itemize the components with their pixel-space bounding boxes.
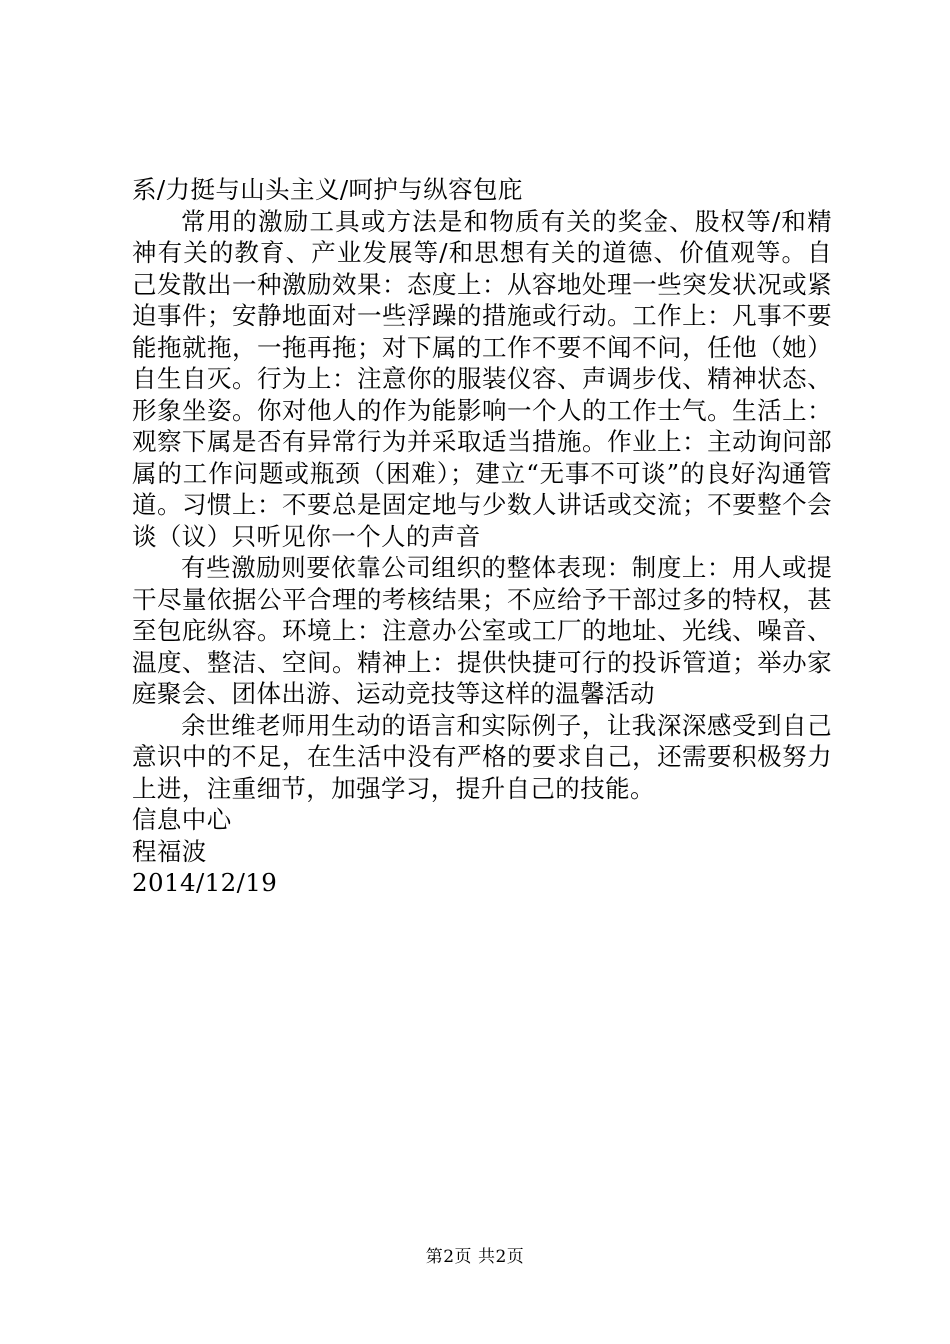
document-body [132,174,832,899]
paragraph-organization-incentives: 有些激励则要依靠公司组织的整体表现：制度上：用人或提干尽量依据公平合理的考核结果；不应给予干部过多的特权，甚至包庇纵容。环境上：注意办公室或工厂的地址、光线、噪音、温度、整洁、空间。精神上：提供快捷可行的投诉管道；举办家庭聚会、团体出游、运动竞技等这样的温馨活动 [132,553,832,708]
paragraph-reflection: 余世维老师用生动的语言和实际例子，让我深深感受到自己意识中的不足，在生活中没有严格的要求自己，还需要积极努力上进，注重细节，加强学习，提升自己的技能。 [132,710,832,803]
signature-department: 信息中心 [132,805,232,834]
paragraph-incentive-tools: 常用的激励工具或方法是和物质有关的奖金、股权等/和精神有关的教育、产业发展等/和思想有关的道德、价值观等。自己发散出一种激励效果：态度上：从容地处理一些突发状况或紧迫事件；安静地面对一些浮躁的措施或行动。工作上：凡事不要能拖就拖，一拖再拖；对下属的工作不要不闻不问，任他（她）自生自灭。行为上：注意你的服装仪容、声调步伐、精神状态、形象坐姿。你对他人的作为能影响一个人的工作士气。生活上：观察下属是否有异常行为并采取适当措施。作业上：主动询问部属的工作问题或瓶颈（困难）；建立“无事不可谈”的良好沟通管道。习惯上：不要总是固定地与少数人讲话或交流；不要整个会谈（议）只听见你一个人的声音 [132,206,832,551]
signature-name: 程福波 [132,836,207,866]
page-number-footer: 第2页 共2页 [425,1247,525,1267]
signature-date: 2014/12/19 [132,868,278,897]
paragraph-continuation: 系/力挺与山头主义/呵护与纵容包庇 [132,175,523,204]
